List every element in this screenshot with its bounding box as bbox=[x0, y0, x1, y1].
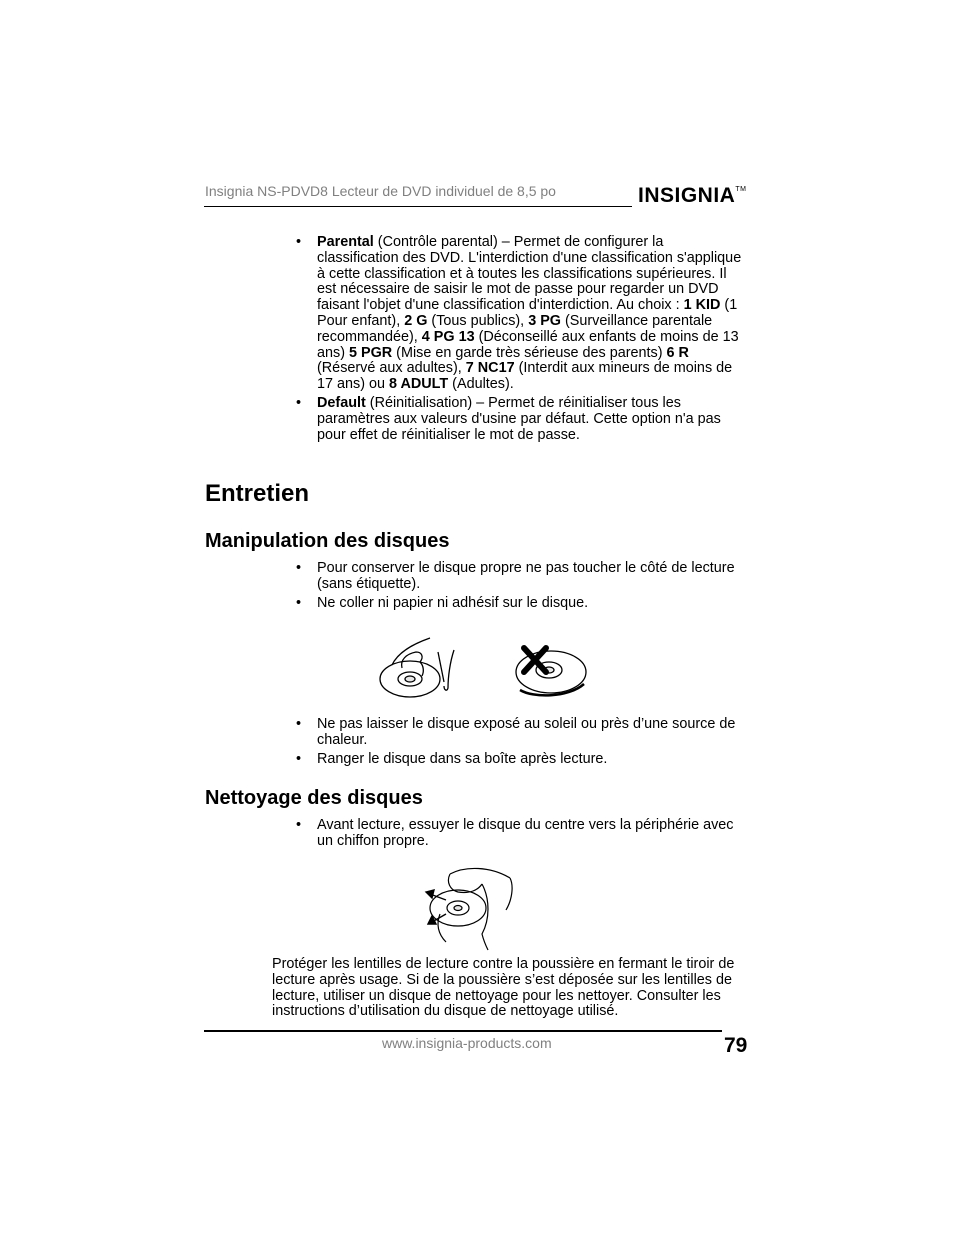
rating-option: 8 ADULT bbox=[389, 376, 449, 393]
settings-text: (1 Pour enfant), bbox=[317, 297, 738, 329]
section-title: Entretien bbox=[205, 480, 310, 507]
header-title: Insignia NS-PDVD8 Lecteur de DVD individuel de 8,5 po bbox=[205, 183, 556, 199]
header-rule bbox=[204, 206, 632, 207]
settings-text: (Mise en garde très sérieuse des parents) bbox=[392, 344, 667, 361]
rating-option: 2 G bbox=[404, 312, 428, 329]
list-item-text: Ne pas laisser le disque exposé au soleil ou près d’une source de chaleur. bbox=[317, 716, 736, 748]
rating-option: 7 NC17 bbox=[465, 360, 515, 377]
bullet-dot: • bbox=[296, 560, 302, 576]
settings-text: (Interdit aux mineurs de moins de 17 ans) ou bbox=[317, 360, 733, 393]
list-item-text: Avant lecture, essuyer le disque du centre vers la périphérie avec un chiffon propre. bbox=[317, 817, 734, 849]
bullet-dot: • bbox=[296, 594, 302, 611]
footer-rule bbox=[204, 1030, 722, 1032]
settings-text: (Adultes). bbox=[448, 376, 514, 393]
bullet-dot: • bbox=[296, 234, 302, 250]
list-item bbox=[296, 561, 748, 593]
settings-term: Default bbox=[317, 394, 366, 411]
list-item-text: Ranger le disque dans sa boîte après lecture. bbox=[317, 750, 608, 767]
insignia-logo bbox=[638, 184, 746, 208]
cleaning-list bbox=[296, 818, 748, 853]
settings-item bbox=[296, 396, 748, 443]
list-item bbox=[296, 717, 748, 749]
footer-url: www.insignia-products.com bbox=[382, 1035, 552, 1051]
list-item bbox=[296, 596, 748, 612]
settings-text: (Déconseillé aux enfants de moins de 13 ans) bbox=[317, 328, 739, 361]
cleaning-title: Nettoyage des disques bbox=[205, 787, 423, 809]
settings-text: (Réinitialisation) – Permet de réinitialiser tous les paramètres aux valeurs d'usine par défaut. Cette option n'a pas pour effet de réinitialiser le mot de passe. bbox=[317, 394, 721, 443]
page-number: 79 bbox=[724, 1034, 748, 1057]
rating-option: 6 R bbox=[666, 344, 689, 361]
handling-list-b bbox=[296, 717, 748, 770]
bullet-dot: • bbox=[296, 716, 302, 732]
settings-text: (Surveillance parentale recommandée), bbox=[317, 312, 713, 345]
list-item bbox=[296, 752, 748, 768]
settings-text: (Réservé aux adultes), bbox=[317, 360, 466, 377]
disc-cleaning-illustration bbox=[420, 864, 520, 950]
rating-option: 4 PG 13 bbox=[421, 328, 475, 345]
settings-item bbox=[296, 235, 748, 393]
list-item-text: Pour conserver le disque propre ne pas toucher le côté de lecture (sans étiquette). bbox=[317, 560, 735, 592]
settings-text: (Tous publics), bbox=[427, 312, 529, 329]
list-item bbox=[296, 818, 748, 850]
handling-list-a bbox=[296, 561, 748, 614]
settings-text: (Contrôle parental) – Permet de configurer la classification des DVD. L'interdiction d'une classification s'applique à cette classification et à toutes les classifications supérieures. Il est nécessaire de saisir le mot de passe pour regarder un DVD faisant l'objet d'une classification d'interdiction. Au choix : bbox=[317, 234, 742, 314]
bullet-dot: • bbox=[296, 394, 302, 411]
logo-text: INSIGNIA bbox=[638, 184, 736, 207]
cleaning-paragraph: Protéger les lentilles de lecture contre la poussière en fermant le tiroir de lecture après usage. Si de la poussière s’est déposée sur les lentilles de lecture, utiliser un disque de nettoyage pour les nettoyer. Consulter les instructions d’utilisation du disque de nettoyage utilisé. bbox=[272, 956, 735, 1020]
bullet-dot: • bbox=[296, 750, 302, 767]
rating-option: 5 PGR bbox=[349, 344, 393, 361]
correct-handling-disc bbox=[380, 638, 454, 697]
disc-handling-illustration bbox=[378, 632, 590, 704]
list-item-text: Ne coller ni papier ni adhésif sur le disque. bbox=[317, 594, 589, 611]
settings-term: Parental bbox=[317, 234, 374, 250]
settings-list bbox=[296, 235, 748, 446]
handling-title: Manipulation des disques bbox=[205, 530, 450, 552]
rating-option: 1 KID bbox=[683, 297, 721, 314]
logo-tm: TM bbox=[735, 186, 747, 193]
rating-option: 3 PG bbox=[528, 312, 561, 329]
bullet-dot: • bbox=[296, 817, 302, 833]
